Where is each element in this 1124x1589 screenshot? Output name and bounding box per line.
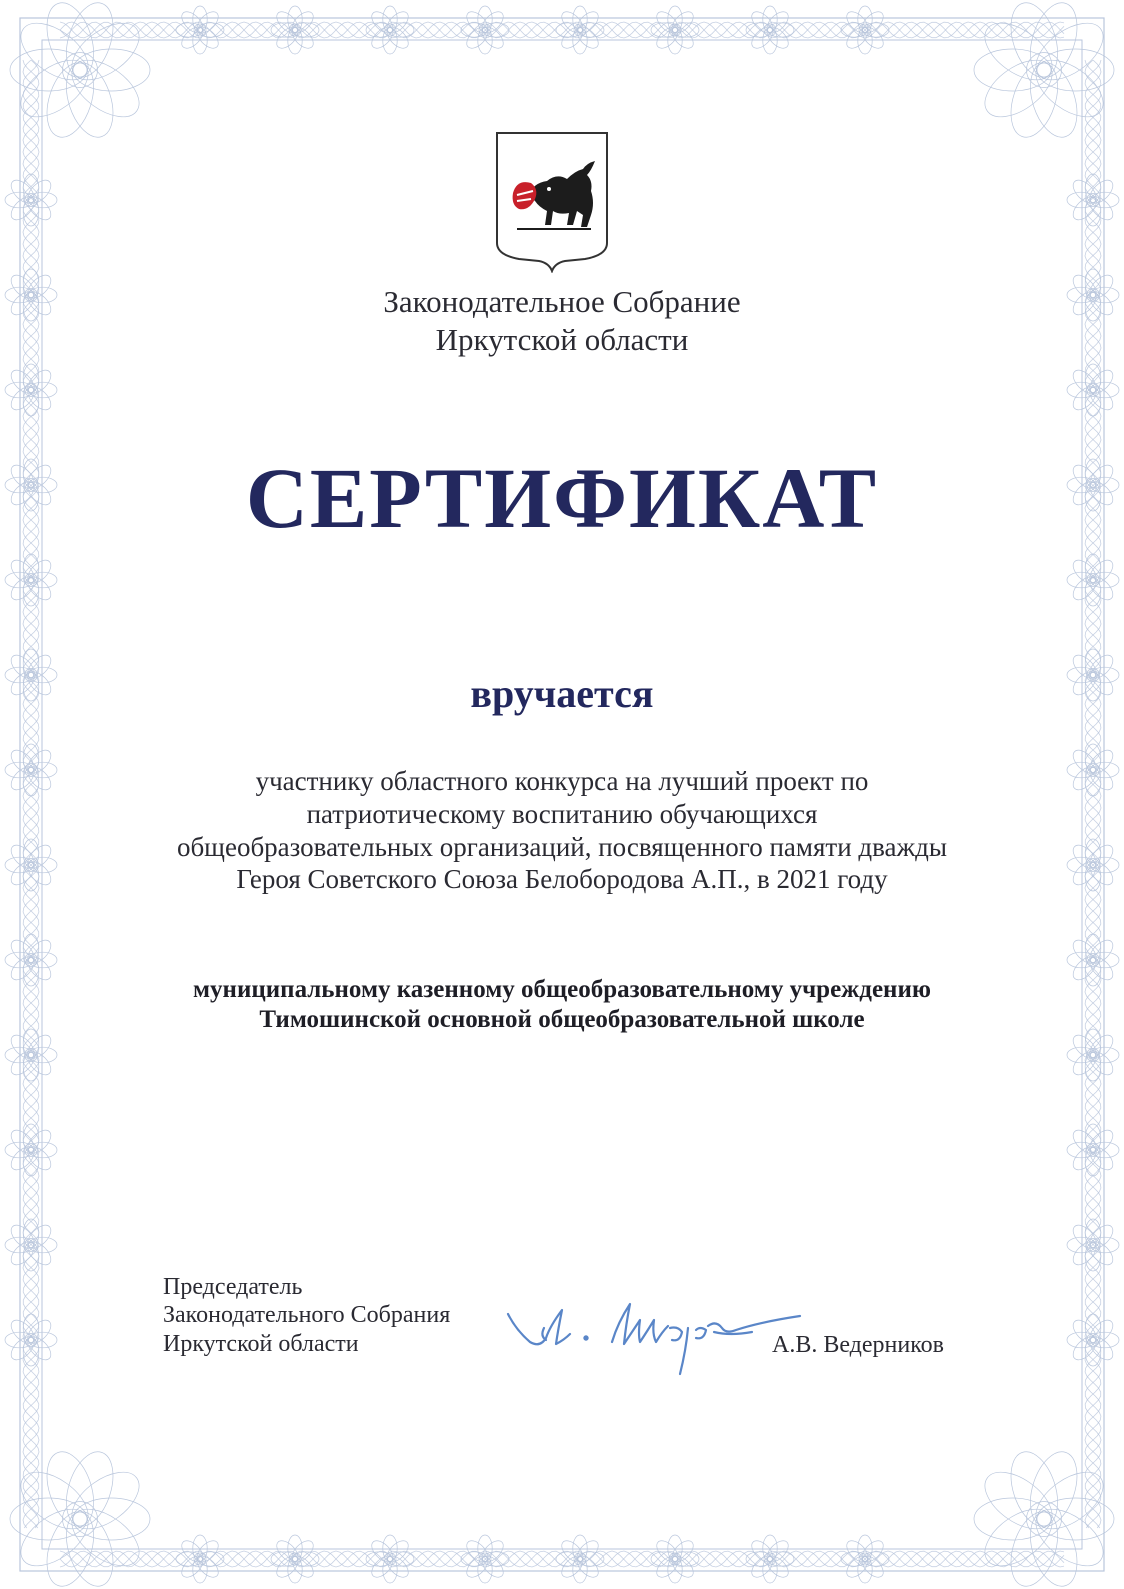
issuer-name-line-1: Законодательное Собрание	[383, 284, 741, 319]
description-line-1: участнику областного конкурса на лучший проект по	[255, 766, 869, 796]
coat-of-arms-icon	[495, 131, 609, 273]
signatory-title-line-2: Законодательного Собрания	[163, 1302, 451, 1328]
description-line-3: общеобразовательных организаций, посвященного памяти дважды	[176, 832, 948, 862]
issuer-name-line-2: Иркутской области	[435, 322, 689, 357]
signature-icon	[500, 1286, 810, 1382]
description-line-2: патриотическому воспитанию обучающихся	[306, 799, 818, 829]
certificate-title: СЕРТИФИКАТ	[245, 450, 879, 546]
recipient-line-2: Тимошинской основной общеобразовательной школе	[259, 1006, 865, 1033]
signatory-name: А.В. Ведерников	[772, 1332, 945, 1358]
signatory-title-line-1: Председатель	[163, 1274, 303, 1300]
recipient-line-1: муниципальному казенному общеобразовательному учреждению	[193, 976, 931, 1003]
awarded-label: вручается	[470, 671, 654, 716]
description-line-4: Героя Советского Союза Белобородова А.П., в 2021 году	[236, 864, 888, 894]
signatory-title-line-3: Иркутской области	[163, 1331, 359, 1357]
